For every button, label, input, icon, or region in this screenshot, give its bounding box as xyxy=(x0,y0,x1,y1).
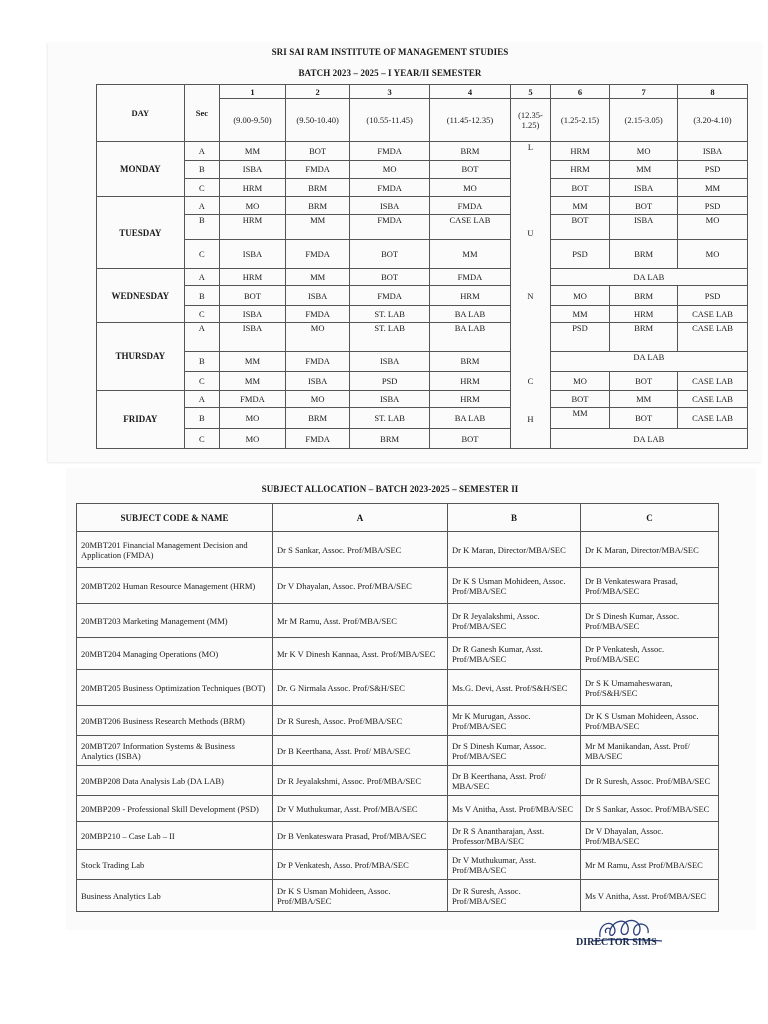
tt-cell: HRM xyxy=(220,214,286,240)
tt-cell: MO xyxy=(220,407,286,428)
faculty-cell: Dr K S Usman Mohideen, Assoc. Prof/MBA/SEC xyxy=(273,880,448,912)
table-row xyxy=(77,706,719,736)
faculty-cell: Ms V Anitha, Asst. Prof/MBA/SEC xyxy=(448,796,581,822)
tt-cell: HRM xyxy=(220,268,286,285)
subject-cell: Stock Trading Lab xyxy=(77,850,273,880)
tt-cell: BOT xyxy=(550,214,609,240)
subject-cell: 20MBP209 - Professional Skill Development (PSD) xyxy=(77,796,273,822)
subject-cell: 20MBT205 Business Optimization Techniques (BOT) xyxy=(77,670,273,706)
faculty-cell: Dr R Ganesh Kumar, Asst. Prof/MBA/SEC xyxy=(448,638,581,670)
lunch-letter-n: N xyxy=(511,268,551,322)
tt-cell: FMDA xyxy=(285,351,350,371)
tt-cell: BOT xyxy=(610,407,678,428)
tt-cell: MO xyxy=(220,429,286,449)
subject-cell: 20MBT204 Managing Operations (MO) xyxy=(77,638,273,670)
tt-cell: BRM xyxy=(350,429,429,449)
allocation-title: SUBJECT ALLOCATION – BATCH 2023-2025 – SEMESTER II xyxy=(261,484,519,494)
tt-cell: HRM xyxy=(220,179,286,197)
faculty-cell: Dr B Keerthana, Asst. Prof/ MBA/SEC xyxy=(273,736,448,766)
tt-cell: BOT xyxy=(350,240,429,269)
day-monday: MONDAY xyxy=(97,142,185,197)
lunch-letter-h: H xyxy=(511,390,551,448)
tt-cell: ST. LAB xyxy=(350,323,429,352)
tt-cell: PSD xyxy=(550,323,609,352)
tt-cell: MO xyxy=(610,142,678,160)
period-5: 5 xyxy=(511,85,551,99)
faculty-cell: Dr R Jeyalakshmi, Assoc. Prof/MBA/SEC xyxy=(448,604,581,638)
tt-cell: MM xyxy=(285,214,350,240)
faculty-cell: Mr K Murugan, Assoc. Prof/MBA/SEC xyxy=(448,706,581,736)
faculty-cell: Dr S Sankar, Assoc. Prof/MBA/SEC xyxy=(581,796,719,822)
section-label: C xyxy=(184,429,219,449)
table-row xyxy=(77,766,719,796)
subject-cell: 20MBT202 Human Resource Management (HRM) xyxy=(77,568,273,604)
col-header-subject: SUBJECT CODE & NAME xyxy=(77,504,273,532)
faculty-cell: Dr R Suresh, Assoc. Prof/MBA/SEC xyxy=(448,880,581,912)
subject-cell: 20MBT203 Marketing Management (MM) xyxy=(77,604,273,638)
subject-allocation-table xyxy=(76,503,719,912)
tt-cell: ISBA xyxy=(220,323,286,352)
faculty-cell: Dr S Dinesh Kumar, Assoc. Prof/MBA/SEC xyxy=(581,604,719,638)
section-label: A xyxy=(184,323,219,352)
tt-cell: BA LAB xyxy=(429,323,510,352)
section-label: C xyxy=(184,305,219,322)
faculty-cell: Mr M Ramu, Asst. Prof/MBA/SEC xyxy=(273,604,448,638)
faculty-cell: Dr S K Umamaheswaran, Prof/S&H/SEC xyxy=(581,670,719,706)
table-row xyxy=(77,604,719,638)
tt-cell: CASE LAB xyxy=(429,214,510,240)
subject-cell: Business Analytics Lab xyxy=(77,880,273,912)
tt-cell: ISBA xyxy=(678,142,748,160)
tt-cell: BRM xyxy=(610,323,678,352)
day-header: DAY xyxy=(97,85,185,142)
time-6: (1.25-2.15) xyxy=(550,99,609,142)
tt-cell: MO xyxy=(285,323,350,352)
lunch-letter-l: L xyxy=(511,142,551,197)
table-row xyxy=(77,670,719,706)
section-label: B xyxy=(184,407,219,428)
faculty-cell: Ms V Anitha, Asst. Prof/MBA/SEC xyxy=(581,880,719,912)
day-wednesday: WEDNESDAY xyxy=(97,268,185,322)
section-label: B xyxy=(184,214,219,240)
section-label: B xyxy=(184,160,219,178)
tt-cell: MM xyxy=(220,351,286,371)
timetable xyxy=(96,84,748,449)
tt-cell: MM xyxy=(220,372,286,390)
tt-cell: BRM xyxy=(610,286,678,305)
tt-cell: CASE LAB xyxy=(678,390,748,407)
tt-cell: MO xyxy=(350,160,429,178)
tt-cell: ISBA xyxy=(350,197,429,214)
tt-cell: FMDA xyxy=(285,305,350,322)
tt-cell-merged: DA LAB xyxy=(550,351,747,371)
tt-cell: HRM xyxy=(429,390,510,407)
table-row xyxy=(77,568,719,604)
tt-cell: PSD xyxy=(678,197,748,214)
tt-cell: MO xyxy=(550,372,609,390)
tt-cell: ISBA xyxy=(285,372,350,390)
subject-cell: 20MBT201 Financial Management Decision and Application (FMDA) xyxy=(77,532,273,568)
tt-cell: BRM xyxy=(285,407,350,428)
tt-cell: HRM xyxy=(429,286,510,305)
period-7: 7 xyxy=(610,85,678,99)
tt-cell: HRM xyxy=(550,142,609,160)
signature-label: DIRECTOR SIMS xyxy=(576,937,657,948)
tt-cell: MM xyxy=(678,179,748,197)
tt-cell: MO xyxy=(678,214,748,240)
table-row xyxy=(77,850,719,880)
tt-cell: HRM xyxy=(550,160,609,178)
tt-cell: BRM xyxy=(429,351,510,371)
tt-cell: ST. LAB xyxy=(350,407,429,428)
faculty-cell: Mr K V Dinesh Kannaa, Asst. Prof/MBA/SEC xyxy=(273,638,448,670)
faculty-cell: Dr P Venkatesh, Asso. Prof/MBA/SEC xyxy=(273,850,448,880)
tt-cell: FMDA xyxy=(350,214,429,240)
tt-cell: BOT xyxy=(550,179,609,197)
tt-cell: FMDA xyxy=(350,286,429,305)
faculty-cell: Dr K Maran, Director/MBA/SEC xyxy=(581,532,719,568)
time-8: (3.20-4.10) xyxy=(678,99,748,142)
faculty-cell: Dr S Dinesh Kumar, Assoc. Prof/MBA/SEC xyxy=(448,736,581,766)
institute-title: SRI SAI RAM INSTITUTE OF MANAGEMENT STUDIES xyxy=(271,47,509,57)
table-row xyxy=(77,532,719,568)
faculty-cell: Ms.G. Devi, Asst. Prof/S&H/SEC xyxy=(448,670,581,706)
tt-cell: ISBA xyxy=(220,240,286,269)
tt-cell: MO xyxy=(285,390,350,407)
faculty-cell: Dr R Jeyalakshmi, Assoc. Prof/MBA/SEC xyxy=(273,766,448,796)
lunch-letter-c: C xyxy=(511,323,551,390)
tt-cell: MM xyxy=(285,268,350,285)
tt-cell: MO xyxy=(678,240,748,269)
table-row xyxy=(77,638,719,670)
section-label: B xyxy=(184,351,219,371)
tt-cell: FMDA xyxy=(285,240,350,269)
tt-cell: MO xyxy=(550,286,609,305)
tt-cell: HRM xyxy=(610,305,678,322)
tt-cell: MM xyxy=(220,142,286,160)
tt-cell: PSD xyxy=(678,160,748,178)
table-row xyxy=(77,822,719,850)
time-7: (2.15-3.05) xyxy=(610,99,678,142)
faculty-cell: Dr B Keerthana, Asst. Prof/ MBA/SEC xyxy=(448,766,581,796)
faculty-cell: Dr R Suresh, Assoc. Prof/MBA/SEC xyxy=(581,766,719,796)
table-row xyxy=(77,736,719,766)
tt-cell: BOT xyxy=(429,429,510,449)
section-label: A xyxy=(184,197,219,214)
tt-cell: ISBA xyxy=(610,214,678,240)
tt-cell: BA LAB xyxy=(429,407,510,428)
faculty-cell: Dr. G Nirmala Assoc. Prof/S&H/SEC xyxy=(273,670,448,706)
faculty-cell: Dr B Venkateswara Prasad, Prof/MBA/SEC xyxy=(273,822,448,850)
period-2: 2 xyxy=(285,85,350,99)
tt-cell: BOT xyxy=(285,142,350,160)
period-6: 6 xyxy=(550,85,609,99)
tt-cell: MM xyxy=(550,407,609,428)
faculty-cell: Dr S Sankar, Assoc. Prof/MBA/SEC xyxy=(273,532,448,568)
tt-cell: FMDA xyxy=(285,160,350,178)
section-label: A xyxy=(184,142,219,160)
section-label: C xyxy=(184,240,219,269)
tt-cell: PSD xyxy=(350,372,429,390)
faculty-cell: Dr V Muthukumar, Asst. Prof/MBA/SEC xyxy=(448,850,581,880)
period-3: 3 xyxy=(350,85,429,99)
tt-cell: BA LAB xyxy=(429,305,510,322)
tt-cell: MM xyxy=(610,390,678,407)
tt-cell: MO xyxy=(429,179,510,197)
section-label: A xyxy=(184,268,219,285)
tt-cell: CASE LAB xyxy=(678,305,748,322)
subject-cell: 20MBT206 Business Research Methods (BRM) xyxy=(77,706,273,736)
faculty-cell: Mr M Ramu, Asst Prof/MBA/SEC xyxy=(581,850,719,880)
tt-cell: ISBA xyxy=(220,160,286,178)
sec-header: Sec xyxy=(184,85,219,142)
tt-cell: ISBA xyxy=(350,390,429,407)
batch-title: BATCH 2023 – 2025 – I YEAR/II SEMESTER xyxy=(298,68,482,78)
day-tuesday: TUESDAY xyxy=(97,197,185,269)
col-header-a: A xyxy=(273,504,448,532)
tt-cell: ISBA xyxy=(350,351,429,371)
tt-cell: ST. LAB xyxy=(350,305,429,322)
tt-cell: BRM xyxy=(285,197,350,214)
table-row xyxy=(77,796,719,822)
faculty-cell: Dr R S Anantharajan, Asst. Professor/MBA/SEC xyxy=(448,822,581,850)
faculty-cell: Dr K S Usman Mohideen, Assoc. Prof/MBA/SEC xyxy=(581,706,719,736)
faculty-cell: Dr V Muthukumar, Asst. Prof/MBA/SEC xyxy=(273,796,448,822)
tt-cell: CASE LAB xyxy=(678,372,748,390)
tt-cell: FMDA xyxy=(220,390,286,407)
faculty-cell: Dr P Venkatesh, Assoc. Prof/MBA/SEC xyxy=(581,638,719,670)
tt-cell: HRM xyxy=(429,372,510,390)
tt-cell: ISBA xyxy=(610,179,678,197)
subject-cell: 20MBT207 Information Systems & Business Analytics (ISBA) xyxy=(77,736,273,766)
tt-cell: MM xyxy=(610,160,678,178)
tt-cell: CASE LAB xyxy=(678,323,748,352)
faculty-cell: Mr M Manikandan, Asst. Prof/ MBA/SEC xyxy=(581,736,719,766)
tt-cell: BRM xyxy=(610,240,678,269)
tt-cell: BRM xyxy=(429,142,510,160)
time-5: (12.35-1.25) xyxy=(511,99,551,142)
tt-cell: BOT xyxy=(429,160,510,178)
tt-cell: CASE LAB xyxy=(678,407,748,428)
tt-cell: MM xyxy=(550,197,609,214)
col-header-b: B xyxy=(448,504,581,532)
tt-cell-merged: DA LAB xyxy=(550,268,747,285)
section-label: C xyxy=(184,179,219,197)
tt-cell: MO xyxy=(220,197,286,214)
tt-cell: BOT xyxy=(610,372,678,390)
tt-cell: PSD xyxy=(550,240,609,269)
period-8: 8 xyxy=(678,85,748,99)
section-label: A xyxy=(184,390,219,407)
col-header-c: C xyxy=(581,504,719,532)
tt-cell-merged: DA LAB xyxy=(550,429,747,449)
day-thursday: THURSDAY xyxy=(97,323,185,390)
faculty-cell: Dr V Dhayalan, Assoc. Prof/MBA/SEC xyxy=(581,822,719,850)
faculty-cell: Dr K Maran, Director/MBA/SEC xyxy=(448,532,581,568)
tt-cell: FMDA xyxy=(429,197,510,214)
lunch-letter-u: U xyxy=(511,197,551,269)
tt-cell: PSD xyxy=(678,286,748,305)
tt-cell: FMDA xyxy=(285,429,350,449)
tt-cell: BOT xyxy=(220,286,286,305)
section-label: C xyxy=(184,372,219,390)
subject-cell: 20MBP210 – Case Lab – II xyxy=(77,822,273,850)
tt-cell: MM xyxy=(429,240,510,269)
tt-cell: BOT xyxy=(350,268,429,285)
tt-cell: FMDA xyxy=(429,268,510,285)
time-2: (9.50-10.40) xyxy=(285,99,350,142)
faculty-cell: Dr V Dhayalan, Assoc. Prof/MBA/SEC xyxy=(273,568,448,604)
tt-cell: FMDA xyxy=(350,142,429,160)
subject-cell: 20MBP208 Data Analysis Lab (DA LAB) xyxy=(77,766,273,796)
tt-cell: ISBA xyxy=(285,286,350,305)
time-1: (9.00-9.50) xyxy=(220,99,286,142)
tt-cell: BOT xyxy=(550,390,609,407)
faculty-cell: Dr K S Usman Mohideen, Assoc. Prof/MBA/SEC xyxy=(448,568,581,604)
tt-cell: ISBA xyxy=(220,305,286,322)
time-3: (10.55-11.45) xyxy=(350,99,429,142)
time-4: (11.45-12.35) xyxy=(429,99,510,142)
tt-cell: BOT xyxy=(610,197,678,214)
tt-cell: BRM xyxy=(285,179,350,197)
period-4: 4 xyxy=(429,85,510,99)
day-friday: FRIDAY xyxy=(97,390,185,448)
section-label: B xyxy=(184,286,219,305)
period-1: 1 xyxy=(220,85,286,99)
tt-cell: FMDA xyxy=(350,179,429,197)
faculty-cell: Dr B Venkateswara Prasad, Prof/MBA/SEC xyxy=(581,568,719,604)
faculty-cell: Dr R Suresh, Assoc. Prof/MBA/SEC xyxy=(273,706,448,736)
tt-cell: MM xyxy=(550,305,609,322)
